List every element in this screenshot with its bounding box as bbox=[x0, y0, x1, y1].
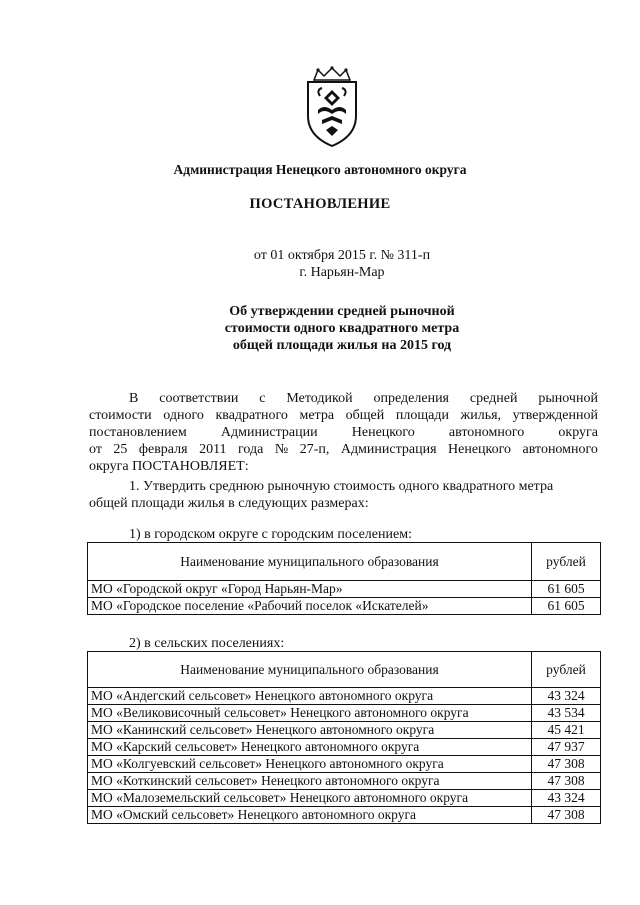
word: средней bbox=[469, 391, 518, 406]
table-row bbox=[88, 705, 601, 722]
price-value: 61 605 bbox=[532, 581, 601, 598]
municipality-name: МО «Великовисочный сельсовет» Ненецкого автономного округа bbox=[88, 705, 532, 722]
price-value: 43 324 bbox=[532, 790, 601, 807]
column-header-value: рублей bbox=[532, 652, 601, 688]
price-value: 43 324 bbox=[532, 688, 601, 705]
table-row bbox=[88, 773, 601, 790]
price-value: 47 937 bbox=[532, 739, 601, 756]
word: одного bbox=[163, 408, 204, 423]
word: февраля bbox=[138, 442, 188, 457]
table-header-row bbox=[88, 652, 601, 688]
word: автономного bbox=[522, 442, 598, 457]
title-line: общей площади жилья на 2015 год bbox=[232, 338, 452, 353]
word: 2011 bbox=[199, 442, 227, 457]
municipality-name: МО «Омский сельсовет» Ненецкого автономного округа bbox=[88, 807, 532, 824]
table-row bbox=[88, 790, 601, 807]
word: Методикой bbox=[286, 391, 353, 406]
column-header-name: Наименование муниципального образования bbox=[88, 652, 532, 688]
table-row bbox=[88, 739, 601, 756]
title-line: стоимости одного квадратного метра bbox=[224, 321, 460, 336]
municipality-name: МО «Коткинский сельсовет» Ненецкого автономного округа bbox=[88, 773, 532, 790]
table-row bbox=[88, 807, 601, 824]
document-type: ПОСТАНОВЛЕНИЕ bbox=[249, 196, 391, 212]
word: Ненецкого bbox=[448, 442, 512, 457]
paragraph-line bbox=[89, 458, 598, 475]
paragraph-line bbox=[89, 441, 598, 458]
word: стоимости bbox=[89, 408, 152, 423]
word: автономного bbox=[448, 425, 525, 440]
document-city: г. Нарьян-Мар bbox=[299, 265, 385, 280]
preamble-paragraph bbox=[89, 390, 598, 475]
municipality-name: МО «Колгуевский сельсовет» Ненецкого автономного округа bbox=[88, 756, 532, 773]
word: Администрация bbox=[340, 442, 437, 457]
municipality-name: МО «Малоземельский сельсовет» Ненецкого автономного округа bbox=[88, 790, 532, 807]
column-header-name: Наименование муниципального образования bbox=[88, 543, 532, 581]
section-2-heading: 2) в сельских поселениях: bbox=[129, 636, 285, 651]
word: квадратного bbox=[215, 408, 288, 423]
paragraph-line: общей площади жилья в следующих размерах: bbox=[89, 496, 369, 511]
municipality-name: МО «Городской округ «Город Нарьян-Мар» bbox=[88, 581, 532, 598]
document-title bbox=[0, 303, 640, 354]
word: 25 bbox=[113, 442, 128, 457]
word: В bbox=[129, 391, 139, 406]
word: с bbox=[259, 391, 266, 406]
column-header-value: рублей bbox=[532, 543, 601, 581]
table-row bbox=[88, 756, 601, 773]
word: общей bbox=[345, 408, 385, 423]
word: метра bbox=[299, 408, 335, 423]
word: 27-п, bbox=[299, 442, 330, 457]
urban-prices-table bbox=[87, 542, 601, 615]
word: № bbox=[274, 442, 289, 457]
table-row bbox=[88, 598, 601, 615]
organization-name: Администрация Ненецкого автономного округа bbox=[173, 162, 467, 177]
word: Ненецкого bbox=[351, 425, 415, 440]
price-value: 47 308 bbox=[532, 807, 601, 824]
rural-prices-table bbox=[87, 651, 601, 824]
word: жилья, bbox=[460, 408, 502, 423]
paragraph-line bbox=[89, 407, 598, 424]
table-header-row bbox=[88, 543, 601, 581]
municipality-name: МО «Андегский сельсовет» Ненецкого автономного округа bbox=[88, 688, 532, 705]
price-value: 45 421 bbox=[532, 722, 601, 739]
word: соответствии bbox=[159, 391, 239, 406]
municipality-name: МО «Карский сельсовет» Ненецкого автономного округа bbox=[88, 739, 532, 756]
word: года bbox=[238, 442, 264, 457]
municipality-name: МО «Городское поселение «Рабочий поселок «Искателей» bbox=[88, 598, 532, 615]
nenets-coat-of-arms-icon bbox=[300, 66, 364, 148]
price-value: 43 534 bbox=[532, 705, 601, 722]
paragraph-line bbox=[89, 424, 598, 441]
section-1-heading: 1) в городском округе с городским поселением: bbox=[129, 527, 412, 542]
word: от bbox=[89, 442, 102, 457]
paragraph-line bbox=[89, 390, 598, 407]
document-date-number: от 01 октября 2015 г. № 311-п bbox=[253, 248, 431, 263]
paragraph-line: 1. Утвердить среднюю рыночную стоимость одного квадратного метра bbox=[129, 479, 554, 494]
word: Администрации bbox=[220, 425, 318, 440]
price-value: 61 605 bbox=[532, 598, 601, 615]
resolution-item-1 bbox=[89, 478, 598, 512]
price-value: 47 308 bbox=[532, 756, 601, 773]
table-row bbox=[88, 688, 601, 705]
table-row bbox=[88, 581, 601, 598]
word: округа ПОСТАНОВЛЯЕТ: bbox=[89, 459, 249, 474]
word: округа bbox=[558, 425, 598, 440]
word: постановлением bbox=[89, 425, 187, 440]
word: площади bbox=[395, 408, 449, 423]
word: определения bbox=[373, 391, 449, 406]
table-row bbox=[88, 722, 601, 739]
word: рыночной bbox=[538, 391, 598, 406]
municipality-name: МО «Канинский сельсовет» Ненецкого автономного округа bbox=[88, 722, 532, 739]
title-line: Об утверждении средней рыночной bbox=[229, 304, 455, 319]
price-value: 47 308 bbox=[532, 773, 601, 790]
word: утвержденной bbox=[512, 408, 598, 423]
